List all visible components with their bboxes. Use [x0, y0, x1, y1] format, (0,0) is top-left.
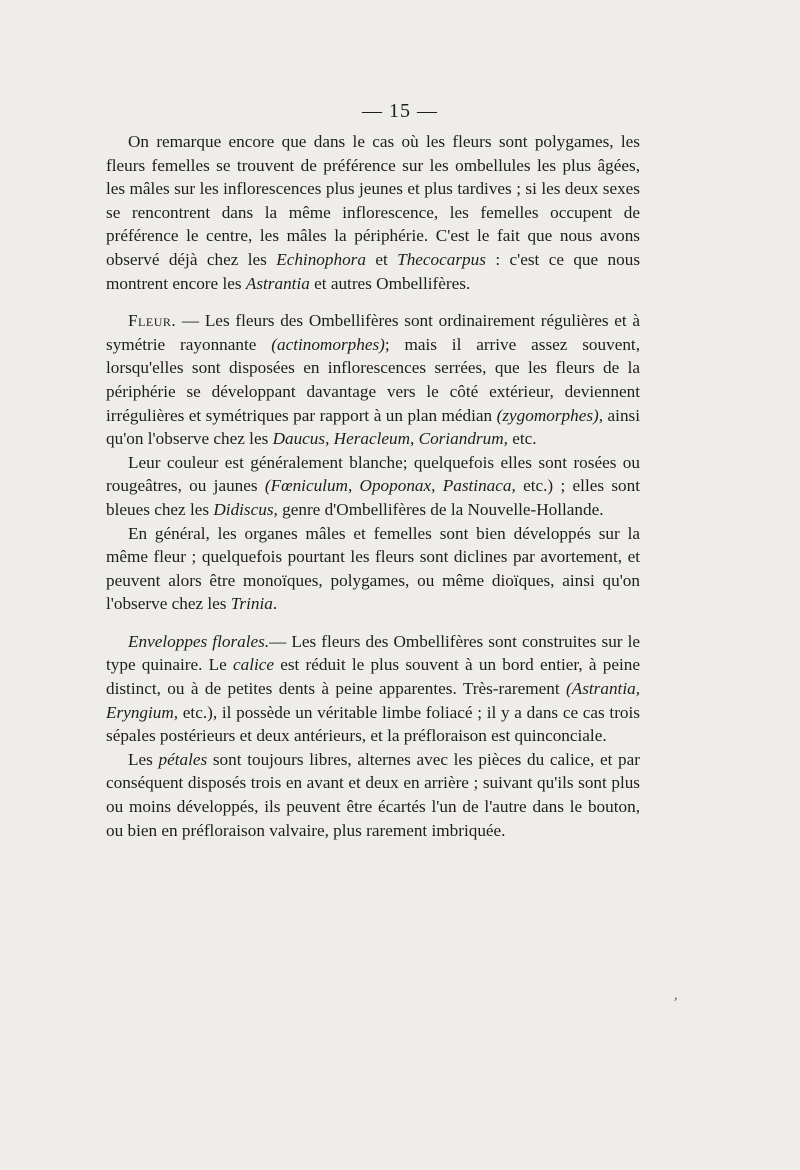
paragraph-organes: En général, les organes mâles et femelles sont bien développés sur la même fleur ; quelquefois pourtant les fleurs sont diclines par avortement, et peuvent alors être monoïques, polygames, ou même dioïques, ainsi qu'on l'observe chez les Trinia.: [106, 523, 640, 614]
paragraph-fleur: Fleur. — Les fleurs des Ombellifères sont ordinairement régulières et à symétrie rayonnante (actinomorphes); mais il arrive assez souvent, lorsqu'elles sont disposées en inflorescences serrées, que les fleurs de la périphérie se développant davantage vers le côté extérieur, deviennent irrégulières et symétriques par rapport à un plan médian (zygomorphes), ainsi qu'on l'observe chez les Daucus, Heracleum, Coriandrum, etc.: [106, 311, 641, 449]
taxon-list: (Fœniculum, Opoponax, Pastinaca,: [264, 476, 516, 496]
taxon-name: Astrantia: [245, 273, 310, 293]
taxon-name: Didiscus,: [213, 499, 278, 519]
term-petales: pétales: [158, 749, 208, 769]
margin-mark: ,: [674, 988, 678, 1003]
body-text: [106, 130, 640, 842]
section-heading-fleur: Fleur.: [128, 311, 177, 331]
paragraph-petales: Les pétales sont toujours libres, alternes avec les pièces du calice, et par conséquent disposés trois en avant et deux en arrière ; suivant qu'ils sont plus ou moins développés, ils peuvent être écartés l'un de l'autre dans le bouton, ou bien en préfloraison valvaire, plus rarement imbriquée.: [106, 749, 640, 840]
taxon-name: Echinophora: [276, 249, 366, 269]
taxon-name: Thecocarpus: [397, 249, 486, 269]
term-calice: calice: [232, 655, 275, 675]
paragraph-couleur: Leur couleur est généralement blanche; quelquefois elles sont rosées ou rougeâtres, ou jaunes (Fœniculum, Opoponax, Pastinaca, etc.) ; elles sont bleues chez les Didiscus, genre d'Ombellifères de la Nouvelle-Hollande.: [106, 452, 640, 519]
term-actinomorphes: (actinomorphes): [271, 334, 385, 354]
taxon-name: Trinia: [230, 594, 273, 614]
paragraph-enveloppes: Enveloppes florales.— Les fleurs des Ombellifères sont construites sur le type quinaire. Le calice est réduit le plus souvent à un bord entier, à peine distinct, ou à de petites dents à peine apparentes. Très-rarement (Astrantia, Eryngium, etc.), il possède un véritable limbe foliacé ; il y a dans ce cas trois sépales postérieurs et deux antérieurs, et la préfloraison est quinconciale.: [106, 631, 640, 746]
paragraph-polygamous-flowers: On remarque encore que dans le cas où les fleurs sont polygames, les fleurs femelles se trouvent de préférence sur les ombellules les plus âgées, les mâles sur les inflorescences plus jeunes et plus tardives ; si les deux sexes se rencontrent dans la même inflorescence, les femelles occupent de préférence le centre, les mâles la périphérie. C'est le fait que nous avons observé déjà chez les Echinophora et Thecocarpus : c'est ce que nous montrent encore les Astrantia et autres Ombellifères.: [106, 132, 641, 293]
page-number: — 15 —: [362, 100, 438, 122]
term-zygomorphes: (zygomorphes): [496, 405, 599, 425]
section-heading-enveloppes: Enveloppes florales.: [128, 631, 270, 651]
taxon-list: Daucus, Heracleum, Coriandrum,: [272, 429, 508, 449]
taxon-list: (Astrantia, Eryngium,: [106, 679, 640, 722]
